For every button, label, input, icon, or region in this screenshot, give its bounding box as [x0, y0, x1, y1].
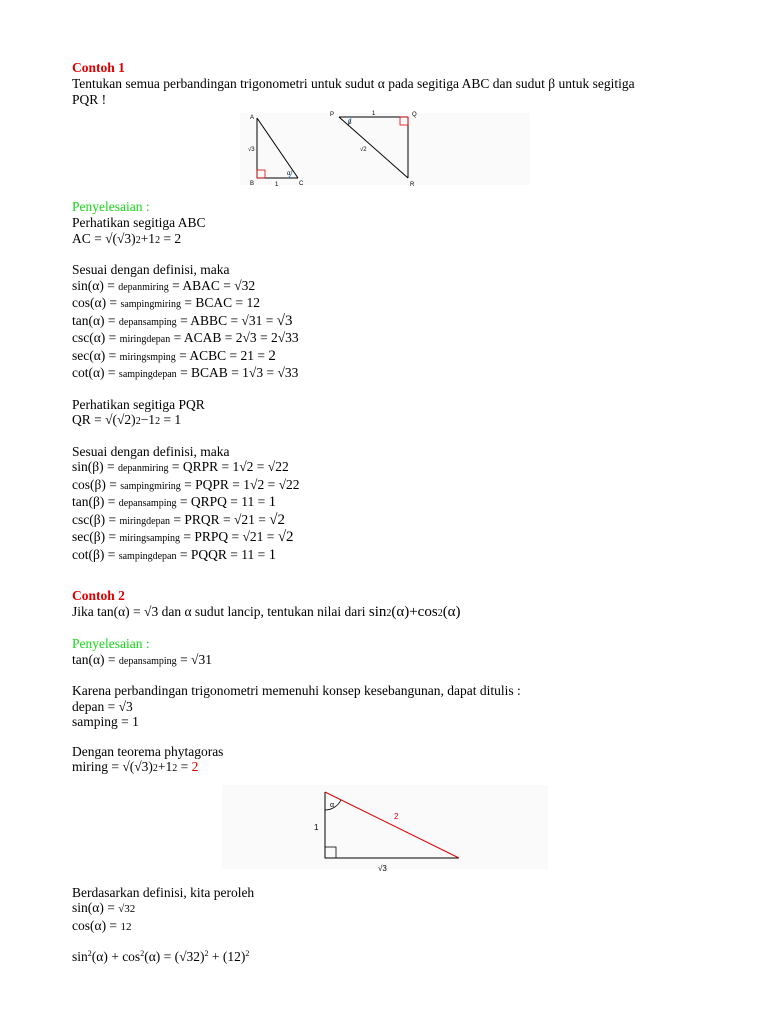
label-angle-alpha: α — [287, 171, 291, 177]
contoh2-berdasarkan: Berdasarkan definisi, kita peroleh — [72, 884, 255, 900]
abc-ratio-list — [72, 278, 692, 383]
label-side-pq: 1 — [372, 111, 376, 117]
label-side-pr: √2 — [360, 147, 367, 153]
label-a: A — [250, 115, 255, 121]
t2-side-hyp — [325, 792, 459, 858]
contoh2-depan: depan = √3 — [72, 698, 133, 714]
pqr-ratio-row: sec(β) = miringsamping = PRPQ = √21 = √2 — [72, 529, 294, 545]
abc-right-angle — [257, 170, 265, 178]
abc-side-ac — [257, 118, 298, 178]
pqr-ratio-list — [72, 459, 692, 564]
document-page — [72, 60, 692, 965]
contoh1-solution-label: Penyelesaian : — [72, 199, 150, 214]
abc-title: Perhatikan segitiga ABC — [72, 215, 206, 230]
t2-label-left: 1 — [314, 822, 319, 832]
label-b: B — [250, 181, 255, 187]
abc-ratio-row: sec(α) = miringsmping = ACBC = 21 = 2 — [72, 347, 276, 364]
label-r: R — [410, 182, 415, 188]
contoh2-heading: Contoh 2 — [72, 588, 125, 603]
contoh2-final: $\sin^2(\alpha) + \cos^2(\alpha) = (√32)^2 + (12)^2$ — [72, 949, 250, 964]
label-c: C — [299, 181, 304, 187]
contoh2-sin-row: sin(α) = √32 — [72, 900, 136, 915]
pqr-ratio-row: cot(β) = sampingdepan = PQQR = 11 = 1 — [72, 546, 277, 563]
contoh2-problem: Jika tan(α) = √3 dan α sudut lancip, tentukan nilai dari sin2(α)+cos2(α) — [72, 604, 461, 620]
abc-ratio-row: sin(α) = depanmiring = ABAC = √32 — [72, 277, 256, 293]
label-q: Q — [412, 112, 417, 118]
pqr-definition-intro: Sesuai dengan definisi, maka — [72, 443, 230, 459]
pqr-qr-formula: QR = √(√2)2−12 = 1 — [72, 412, 182, 427]
pqr-ratio-row: cos(β) = sampingmiring = PQPR = 1√2 = √22 — [72, 476, 300, 492]
t2-label-angle: α — [330, 801, 335, 809]
contoh2-phytagoras: Dengan teorema phytagoras — [72, 743, 224, 759]
label-side-ab: √3 — [248, 147, 255, 153]
figure-triangles-abc-pqr — [72, 107, 692, 189]
abc-ac-formula: AC = √(√3)2+12 = 2 — [72, 230, 182, 246]
pqr-title: Perhatikan segitiga PQR — [72, 396, 205, 412]
t2-label-hyp: 2 — [394, 811, 399, 821]
triangles-svg — [72, 107, 692, 189]
abc-ratio-row: cos(α) = sampingmiring = BCAC = 12 — [72, 295, 260, 310]
label-side-bc: 1 — [275, 182, 279, 188]
contoh2-cos-row: cos(α) = 12 — [72, 917, 132, 933]
label-p: P — [330, 112, 335, 118]
contoh2-solution-label: Penyelesaian : — [72, 635, 150, 651]
pqr-ratio-row: sin(β) = depanmiring = QRPR = 1√2 = √22 — [72, 459, 289, 474]
abc-definition-intro: Sesuai dengan definisi, maka — [72, 262, 230, 277]
pqr-side-pr — [339, 117, 408, 178]
label-angle-beta: β — [348, 120, 352, 126]
abc-ratio-row: cot(α) = sampingdepan = BCAB = 1√3 = √33 — [72, 365, 299, 380]
t2-right-angle — [325, 847, 336, 858]
abc-ratio-row: tan(α) = depansamping = ABBC = √31 = √3 — [72, 312, 293, 329]
contoh1-problem: Tentukan semua perbandingan trigonometri untuk sudut α pada segitiga ABC dan sudut β untuk segitiga PQR ! — [72, 76, 635, 107]
contoh2-karena: Karena perbandingan trigonometri memenuhi konsep kesebangunan, dapat ditulis : — [72, 683, 521, 698]
t2-label-bottom: √3 — [378, 863, 387, 873]
pqr-ratio-row: csc(β) = miringdepan = PRQR = √21 = √2 — [72, 511, 286, 528]
pqr-ratio-row: tan(β) = depansamping = QRPQ = 11 = 1 — [72, 494, 277, 510]
contoh2-miring: miring = √(√3)2+12 = 2 — [72, 759, 199, 774]
pqr-right-angle — [400, 117, 408, 125]
triangle2-svg — [72, 777, 692, 875]
contoh2-samping: samping = 1 — [72, 714, 139, 729]
contoh1-heading: Contoh 1 — [72, 60, 125, 75]
contoh2-tan-row: tan(α) = depansamping = √31 — [72, 651, 212, 667]
abc-ratio-row: csc(α) = miringdepan = ACAB = 2√3 = 2√33 — [72, 330, 299, 345]
figure-triangle-contoh2 — [72, 777, 692, 875]
